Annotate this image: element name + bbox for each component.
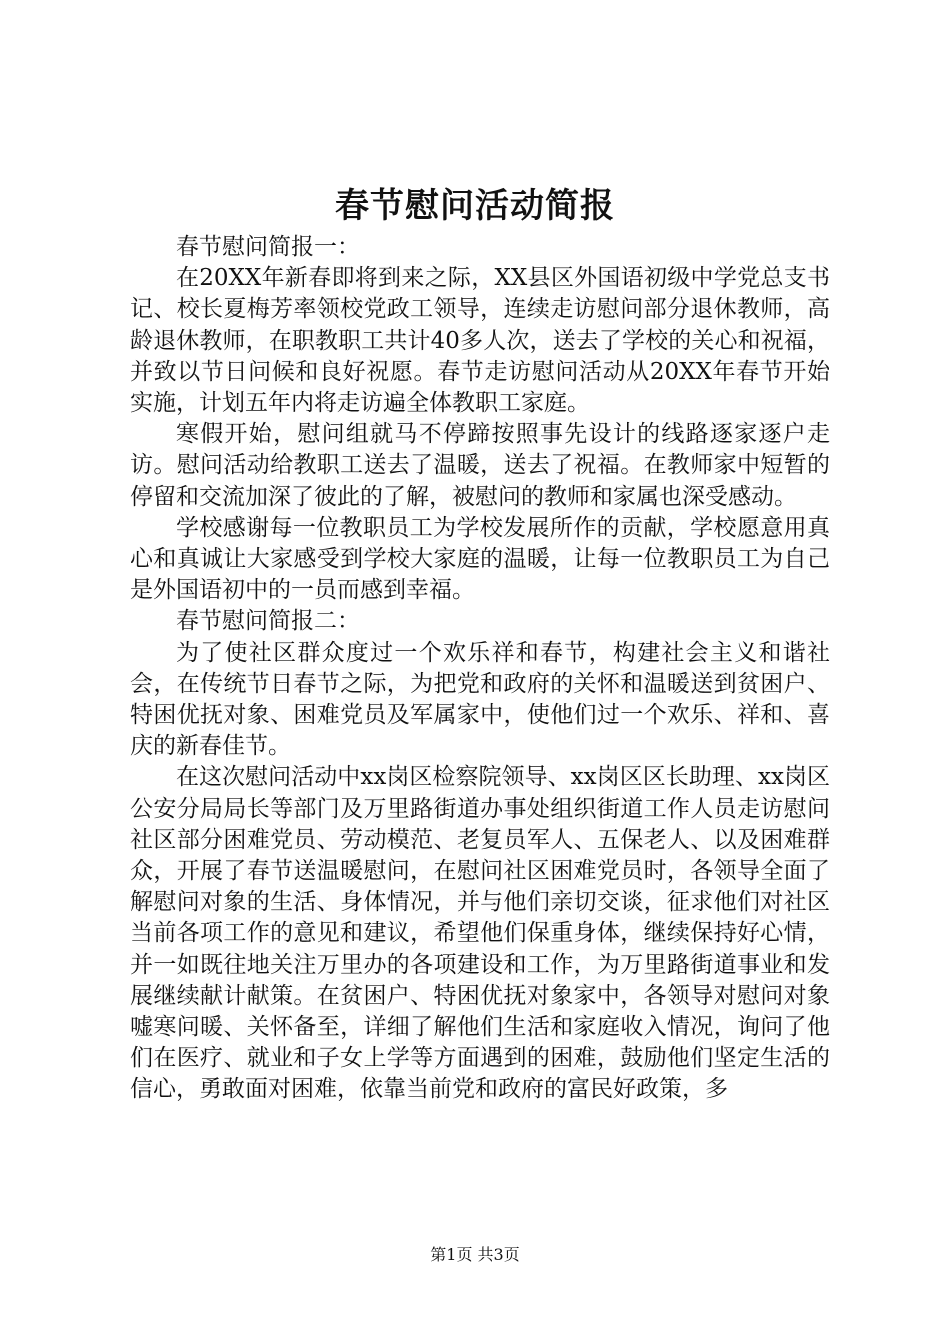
paragraph: 为了使社区群众度过一个欢乐祥和春节，构建社会主义和谐社会，在传统节日春节之际，为把党和政府的关怀和温暖送到贫困户、特困优抚对象、困难党员及军属家中，使他们过一个欢乐、祥和、喜庆的新春佳节。 (130, 639, 830, 760)
document-title: 春节慰问活动简报 (335, 186, 615, 226)
paragraph-heading-2: 春节慰问简报二： (176, 608, 360, 635)
paragraph: 在这次慰问活动中xx岗区检察院领导、xx岗区区长助理、xx岗区公安分局局长等部门及万里路街道办事处组织街道工作人员走访慰问社区部分困难党员、劳动模范、老复员军人、五保老人、以及困难群众，开展了春节送温暖慰问，在慰问社区困难党员时，各领导全面了解慰问对象的生活、身体情况，并与他们亲切交谈，征求他们对社区当前各项工作的意见和建议，希望他们保重身体，继续保持好心情，并一如既往地关注万里办的各项建设和工作，为万里路街道事业和发展继续献计献策。在贫困户、特困优抚对象家中，各领导对慰问对象嘘寒问暖、关怀备至，详细了解他们生活和家庭收入情况，询问了他们在医疗、就业和子女上学等方面遇到的困难，鼓励他们坚定生活的信心，勇敢面对困难，依靠当前党和政府的富民好政策，多 (130, 764, 830, 1103)
page-footer: 第1页 共3页 (430, 1245, 520, 1264)
paragraph: 在20XX年新春即将到来之际，XX县区外国语初级中学党总支书记、校长夏梅芳率领校党政工领导，连续走访慰问部分退休教师，高龄退休教师，在职教职工共计40多人次，送去了学校的关心和祝福，并致以节日问候和良好祝愿。春节走访慰问活动从20XX年春节开始实施，计划五年内将走访遍全体教职工家庭。 (130, 265, 830, 417)
paragraph-heading-1: 春节慰问简报一： (176, 234, 360, 260)
paragraph: 学校感谢每一位教职员工为学校发展所作的贡献，学校愿意用真心和真诚让大家感受到学校大家庭的温暖，让每一位教职员工为自己是外国语初中的一员而感到幸福。 (130, 514, 830, 604)
paragraph: 寒假开始，慰问组就马不停蹄按照事先设计的线路逐家逐户走访。慰问活动给教职工送去了温暖，送去了祝福。在教师家中短暂的停留和交流加深了彼此的了解，被慰问的教师和家属也深受感动。 (130, 421, 830, 510)
document-body (130, 232, 830, 1106)
